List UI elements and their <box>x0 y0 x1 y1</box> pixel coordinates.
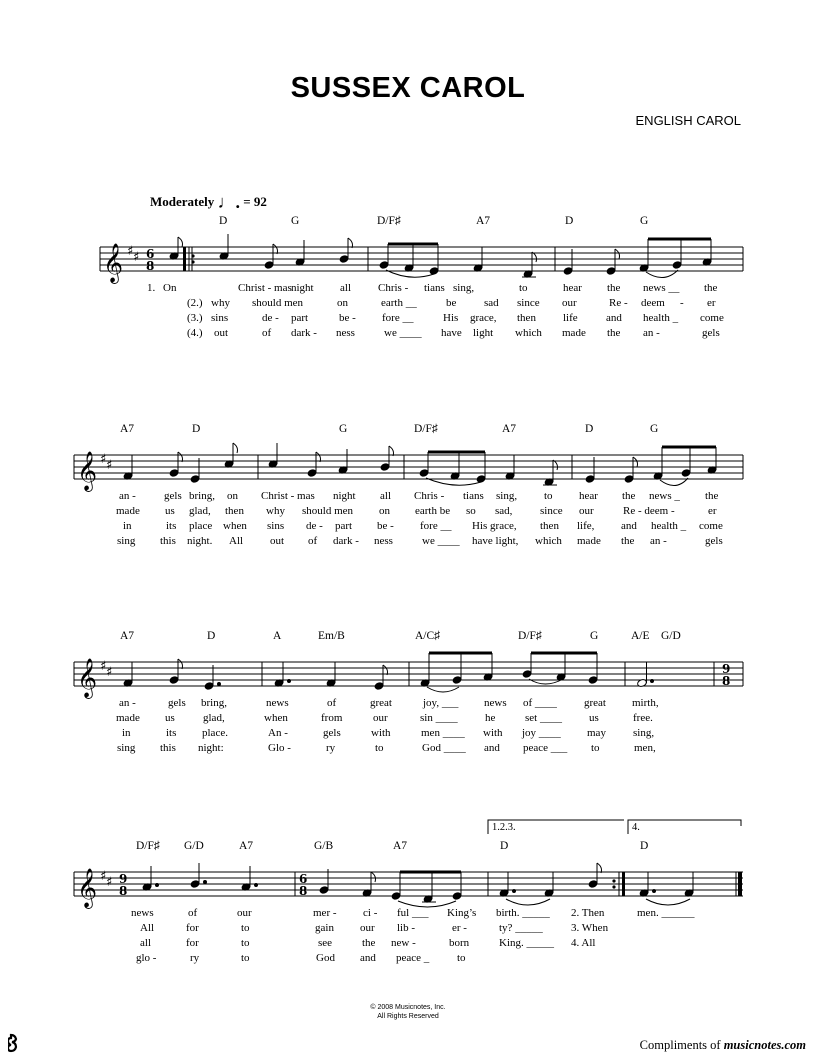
lyric: the <box>607 282 621 294</box>
song-title: SUSSEX CAROL <box>290 72 526 104</box>
lyric: for <box>186 937 199 949</box>
lyric: fore __ <box>420 520 452 532</box>
lyric: gels <box>323 727 341 739</box>
lyric: our <box>360 922 375 934</box>
chord: A7 <box>239 840 254 852</box>
lyric: men. ______ <box>637 907 695 919</box>
verse-number: 1. <box>147 282 156 294</box>
lyric: be <box>446 297 457 309</box>
tempo-marking <box>150 192 267 213</box>
staff-4 <box>0 855 816 915</box>
lyric: of <box>188 907 198 919</box>
lyric: since <box>517 297 540 309</box>
lyric: the <box>704 282 718 294</box>
svg-text:8: 8 <box>722 674 731 688</box>
lyric: light <box>473 327 494 339</box>
lyric: to <box>241 952 250 964</box>
lyric: new - <box>391 937 416 949</box>
lyric: His grace, <box>472 520 517 532</box>
copyright-footer <box>0 1003 816 1021</box>
lyric: with <box>483 727 503 739</box>
lyric: great <box>584 697 606 709</box>
chord: D <box>640 840 649 852</box>
svg-text:♯: ♯ <box>100 869 107 884</box>
lyric: should men <box>252 297 304 309</box>
lyric: when <box>264 712 288 724</box>
lyric: set ____ <box>525 712 562 724</box>
composer-credit: ENGLISH CAROL <box>635 113 741 128</box>
lyric: made <box>577 535 601 547</box>
lyric: God ____ <box>422 742 466 754</box>
lyric: out <box>270 535 285 547</box>
lyric: On <box>163 282 177 294</box>
lyric: 4. All <box>571 937 596 949</box>
tempo-label: Moderately <box>150 194 215 209</box>
lyric: peace _ <box>396 952 430 964</box>
lyric: news <box>484 697 507 709</box>
lyric: be - <box>377 520 394 532</box>
lyric: to <box>241 937 250 949</box>
svg-text:♯: ♯ <box>100 452 107 467</box>
rights-line: All Rights Reserved <box>377 1013 439 1020</box>
lyric: lib - <box>397 922 416 934</box>
lyric: birth. _____ <box>496 907 550 919</box>
volta-brackets <box>0 818 816 838</box>
chord: A7 <box>476 215 491 227</box>
lyric: the <box>362 937 376 949</box>
copyright-line: © 2008 Musicnotes, Inc. <box>370 1004 446 1011</box>
lyric: An - <box>268 727 288 739</box>
chord: G/D <box>661 630 681 642</box>
lyric: hear <box>563 282 582 294</box>
lyric: 3. When <box>571 922 609 934</box>
lyric: news <box>131 907 154 919</box>
svg-text:9: 9 <box>722 662 731 676</box>
verse-number: (4.) <box>187 327 203 339</box>
verse-number: (2.) <box>187 297 203 309</box>
lyric: then <box>517 312 536 324</box>
chord: A <box>273 630 282 642</box>
lyric: Re - deem - <box>623 505 675 517</box>
lyric: joy, ___ <box>423 697 459 709</box>
compliments-prefix: Compliments of <box>639 1038 724 1052</box>
lyric: news <box>266 697 289 709</box>
lyric: and <box>606 312 622 324</box>
lyric: glad, <box>203 712 225 724</box>
first-ending-label: 1.2.3. <box>492 822 516 833</box>
lyric: in <box>122 727 131 739</box>
lyric: tians <box>463 490 484 502</box>
lyric: all <box>140 937 151 949</box>
chord: D <box>565 215 574 227</box>
lyric: which <box>535 535 562 547</box>
lyric: glad, <box>189 505 211 517</box>
lyric: sad <box>484 297 499 309</box>
lyric: to <box>375 742 384 754</box>
musicnotes-logo-icon <box>8 1033 22 1053</box>
lyric: why <box>266 505 285 517</box>
chord: G <box>650 423 659 435</box>
lyric: have <box>441 327 462 339</box>
lyric: 2. Then <box>571 907 605 919</box>
lyric: bring, <box>189 490 215 502</box>
chord: A7 <box>393 840 408 852</box>
chord: D <box>585 423 594 435</box>
lyric: - <box>680 297 684 309</box>
lyric: come <box>700 312 724 324</box>
lyric: night <box>333 490 356 502</box>
lyric: gels <box>705 535 723 547</box>
chord: A/C♯ <box>415 630 440 642</box>
lyric: the <box>607 327 621 339</box>
svg-text:𝄞: 𝄞 <box>77 868 98 908</box>
lyric: its <box>166 520 177 532</box>
lyric: on <box>227 490 238 502</box>
svg-text:9: 9 <box>119 872 128 886</box>
chord: G <box>339 423 348 435</box>
lyric: our <box>562 297 577 309</box>
lyric: made <box>116 505 140 517</box>
lyric: when <box>223 520 247 532</box>
svg-text:6: 6 <box>146 247 155 261</box>
lyric: ful ___ <box>397 907 429 919</box>
lyric: may <box>587 727 606 739</box>
svg-text:♯: ♯ <box>133 250 140 265</box>
svg-text:𝄞: 𝄞 <box>103 243 124 283</box>
lyric: from <box>321 712 343 724</box>
lyric: gels <box>164 490 182 502</box>
svg-text:𝄞: 𝄞 <box>77 658 98 698</box>
lyric: place. <box>202 727 228 739</box>
lyric: all <box>380 490 391 502</box>
lyric: then <box>225 505 244 517</box>
lyric: health _ <box>643 312 679 324</box>
lyric: King. _____ <box>499 937 554 949</box>
chord: D <box>219 215 228 227</box>
lyric: the <box>622 490 636 502</box>
lyric: Chris - <box>378 282 409 294</box>
lyric: us <box>589 712 599 724</box>
chord: D/F♯ <box>136 840 160 852</box>
chord: G <box>640 215 649 227</box>
svg-text:♯: ♯ <box>127 244 134 259</box>
lyric: sing, <box>496 490 518 502</box>
dotted-quarter-note-icon: ♩. <box>217 192 241 212</box>
lyric: Christ - mas <box>261 490 315 502</box>
lyric: have light, <box>472 535 519 547</box>
lyric: health _ <box>651 520 687 532</box>
lyric: peace ___ <box>523 742 568 754</box>
lyric: we ____ <box>384 327 422 339</box>
lyric: great <box>370 697 392 709</box>
lyric: ness <box>336 327 355 339</box>
lyric: to <box>241 922 250 934</box>
svg-text:8: 8 <box>299 884 308 898</box>
lyric: of <box>308 535 318 547</box>
chord: G <box>590 630 599 642</box>
lyric: gels <box>702 327 720 339</box>
svg-text:♯: ♯ <box>106 458 113 473</box>
chord: A7 <box>120 630 135 642</box>
lyric: to <box>544 490 553 502</box>
lyric: we ____ <box>422 535 460 547</box>
lyric: grace, <box>470 312 497 324</box>
staff-1 <box>0 230 816 290</box>
lyric: All <box>229 535 244 547</box>
chord: D/F♯ <box>518 630 542 642</box>
svg-text:8: 8 <box>119 884 128 898</box>
lyric: earth be <box>415 505 451 517</box>
lyric: and <box>484 742 500 754</box>
svg-text:♯: ♯ <box>106 665 113 680</box>
compliments-note <box>640 1038 806 1053</box>
lyric: sins <box>267 520 285 532</box>
chord: D/F♯ <box>414 423 438 435</box>
lyric: sing <box>117 535 136 547</box>
lyric: sing, <box>453 282 475 294</box>
lyric: bring, <box>201 697 227 709</box>
lyric: to <box>591 742 600 754</box>
lyric: men, <box>634 742 656 754</box>
lyric: free. <box>633 712 653 724</box>
lyric: an - <box>119 697 136 709</box>
lyric: all <box>340 282 351 294</box>
lyric: this <box>160 742 176 754</box>
lyric: us <box>165 505 175 517</box>
second-ending-label: 4. <box>632 822 640 833</box>
lyric: ty? _____ <box>499 922 543 934</box>
lyric: of <box>262 327 272 339</box>
chord: G/D <box>184 840 204 852</box>
lyric: in <box>123 520 132 532</box>
lyric: sing, <box>633 727 655 739</box>
lyric: gain <box>315 922 334 934</box>
svg-text:8: 8 <box>146 259 155 273</box>
lyric: come <box>699 520 723 532</box>
svg-text:♯: ♯ <box>106 875 113 890</box>
lyric: His <box>443 312 459 324</box>
lyric: part <box>291 312 309 324</box>
lyric: joy ____ <box>522 727 561 739</box>
lyric: with <box>371 727 391 739</box>
lyric: an - <box>643 327 660 339</box>
lyric: since <box>540 505 563 517</box>
lyric: Re - <box>609 297 628 309</box>
lyric: sins <box>211 312 229 324</box>
lyric: and <box>621 520 637 532</box>
lyric: the <box>621 535 635 547</box>
lyric: news __ <box>643 282 680 294</box>
lyric: er - <box>452 922 467 934</box>
chord: D/F♯ <box>377 215 401 227</box>
lyric: Chris - <box>414 490 445 502</box>
lyric: be - <box>339 312 356 324</box>
staff-2 <box>0 438 816 498</box>
chord: Em/B <box>318 630 345 642</box>
lyric: sing <box>117 742 136 754</box>
lyric: God <box>316 952 335 964</box>
lyric: mirth, <box>632 697 659 709</box>
chord: D <box>500 840 509 852</box>
lyric: fore __ <box>382 312 414 324</box>
lyric: and <box>360 952 376 964</box>
lyric: should men <box>302 505 354 517</box>
lyric: gels <box>168 697 186 709</box>
lyric: born <box>449 937 470 949</box>
lyric: All <box>140 922 155 934</box>
lyric: ness <box>374 535 393 547</box>
lyric: part <box>335 520 353 532</box>
lyric: mer - <box>313 907 337 919</box>
lyric: our <box>373 712 388 724</box>
lyric: to <box>457 952 466 964</box>
lyric: out <box>214 327 229 339</box>
lyric: earth __ <box>381 297 417 309</box>
lyric: on <box>379 505 390 517</box>
tempo-value: = 92 <box>243 194 267 209</box>
lyric: tians <box>424 282 445 294</box>
lyric: place <box>189 520 213 532</box>
lyric: deem <box>641 297 665 309</box>
lyric: to <box>519 282 528 294</box>
lyric: ci - <box>363 907 378 919</box>
lyric: then <box>540 520 559 532</box>
chord: A7 <box>502 423 517 435</box>
lyric: for <box>186 922 199 934</box>
lyric: dark - <box>333 535 359 547</box>
chord: G <box>291 215 300 227</box>
lyric: er <box>708 505 717 517</box>
lyric: hear <box>579 490 598 502</box>
lyric: night. <box>187 535 213 547</box>
lyric: the <box>705 490 719 502</box>
chord: G/B <box>314 840 334 852</box>
lyric: Glo - <box>268 742 291 754</box>
lyric: an - <box>119 490 136 502</box>
lyric: de - <box>306 520 323 532</box>
chord: A/E <box>631 630 650 642</box>
lyric: life, <box>577 520 595 532</box>
lyric: glo - <box>136 952 157 964</box>
staff-3 <box>0 645 816 705</box>
chord: D <box>192 423 201 435</box>
lyric: night: <box>198 742 224 754</box>
lyric: see <box>318 937 333 949</box>
lyric: its <box>166 727 177 739</box>
lyric: night <box>291 282 314 294</box>
lyric: sin ____ <box>420 712 458 724</box>
lyric: ry <box>326 742 336 754</box>
svg-text:6: 6 <box>299 872 308 886</box>
svg-text:♯: ♯ <box>100 659 107 674</box>
lyric: this <box>160 535 176 547</box>
lyric: our <box>237 907 252 919</box>
lyric: on <box>337 297 348 309</box>
compliments-link[interactable]: musicnotes.com <box>723 1038 806 1052</box>
lyric: us <box>165 712 175 724</box>
svg-text:𝄞: 𝄞 <box>77 451 98 491</box>
lyric: King’s <box>447 907 477 919</box>
lyric: made <box>562 327 586 339</box>
lyric: Christ - mas <box>238 282 292 294</box>
lyric: he <box>485 712 496 724</box>
lyric: why <box>211 297 230 309</box>
lyric: sad, <box>495 505 513 517</box>
lyric: men ____ <box>421 727 465 739</box>
lyric: of ____ <box>523 697 557 709</box>
lyric: news _ <box>649 490 680 502</box>
lyric: of <box>327 697 337 709</box>
verse-number: (3.) <box>187 312 203 324</box>
lyric: ry <box>190 952 200 964</box>
lyric: made <box>116 712 140 724</box>
lyric: dark - <box>291 327 317 339</box>
lyric: our <box>579 505 594 517</box>
lyric: de - <box>262 312 279 324</box>
chord: A7 <box>120 423 135 435</box>
lyric: so <box>466 505 476 517</box>
lyric: which <box>515 327 542 339</box>
lyric: an - <box>650 535 667 547</box>
lyric: er <box>707 297 716 309</box>
lyric: life <box>563 312 578 324</box>
chord: D <box>207 630 216 642</box>
